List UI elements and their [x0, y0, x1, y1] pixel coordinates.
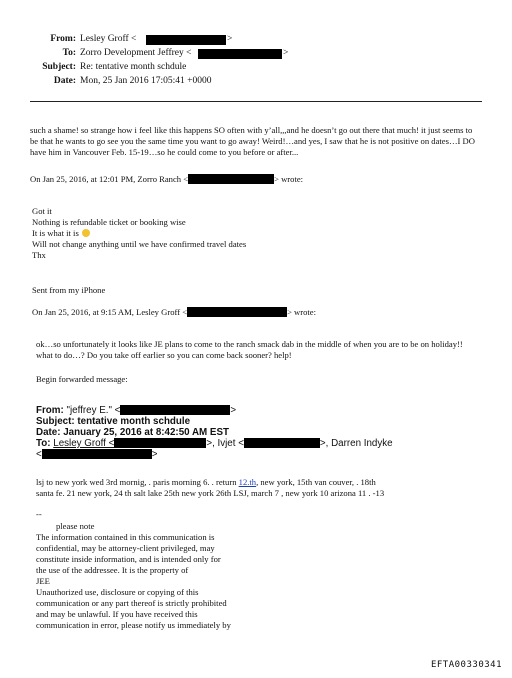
reply-line: [32, 228, 90, 238]
fwd-date-value: January 25, 2016 at 8:42:50 AM EST: [63, 427, 229, 438]
schedule-text: lsj to new york wed 3rd mornig, . paris morning 6. . return: [36, 477, 239, 487]
redaction-box: [114, 438, 206, 448]
reply-line: Nothing is refundable ticket or booking wise: [32, 217, 186, 227]
subject-value: Re: tentative month schdule: [80, 62, 187, 72]
subject-label: Subject:: [42, 62, 76, 72]
fwd-to-open: <: [36, 449, 42, 460]
redaction-box: [188, 174, 274, 184]
slightly-frowning-face-icon: [82, 229, 90, 237]
fwd-to-line: [36, 438, 393, 449]
fwd-from-label: From:: [36, 405, 64, 416]
quote-header-1: [30, 174, 303, 184]
from-label: From:: [50, 34, 76, 44]
fwd-date-label: Date:: [36, 427, 61, 438]
note-line: communication in error, please notify us immediately by: [36, 620, 231, 630]
reply-line: Will not change anything until we have confirmed travel dates: [32, 239, 247, 249]
note-line: constitute inside information, and is intended only for: [36, 554, 221, 564]
redaction-box: [187, 307, 287, 317]
note-line: and may be unlawful. If you have received this: [36, 609, 198, 619]
fwd-from-tail: >: [230, 405, 237, 416]
note-line: the use of the addressee. It is the property of: [36, 565, 189, 575]
forward-intro: Begin forwarded message:: [36, 374, 128, 384]
fwd-to-label: To:: [36, 438, 51, 449]
fwd-to-close: >: [151, 449, 158, 460]
reply-line: Thx: [32, 250, 46, 260]
quote-2-prefix: On Jan 25, 2016, at 9:15 AM, Lesley Groff <: [32, 307, 188, 317]
schedule-line-2: santa fe. 21 new york, 24 th salt lake 25th new york 26th LSJ, march 7 , new york 10 arizona 11 . -13: [36, 488, 385, 498]
reply-text: It is what it is: [32, 228, 79, 238]
message-paragraph: ok…so unfortunately it looks like JE plans to come to the ranch smack dab in the middle of when you are to be on holiday!! what to do…? Do you take off earlier so you can come back sooner? help!: [36, 339, 463, 361]
redaction-box: [42, 449, 152, 459]
note-line: communication or any part thereof is strictly prohibited: [36, 598, 227, 608]
fwd-from-line: [36, 405, 236, 416]
from-tail: >: [227, 34, 233, 44]
date-label: Date:: [53, 76, 76, 86]
to-tail: >: [283, 48, 289, 58]
fwd-to-mid: >, Ivjet <: [206, 438, 244, 449]
sent-from: Sent from my iPhone: [32, 285, 106, 295]
fwd-from-value: "jeffrey E." <: [66, 405, 121, 416]
schedule-line-1: [36, 477, 376, 487]
header-divider: [30, 101, 482, 102]
to-label: To:: [62, 48, 76, 58]
redaction-box: [244, 438, 320, 448]
quote-1-prefix: On Jan 25, 2016, at 12:01 PM, Zorro Ranch <: [30, 174, 189, 184]
note-line: JEE: [36, 576, 50, 586]
reply-line: Got it: [32, 206, 52, 216]
redaction-box: [198, 49, 282, 59]
document-id: EFTA00330341: [430, 660, 502, 670]
from-value: Lesley Groff <: [80, 34, 137, 44]
note-line: confidential, may be attorney-client privileged, may: [36, 543, 215, 553]
quote-2-suffix: > wrote:: [287, 307, 317, 317]
note-title: please note: [56, 521, 95, 531]
message-paragraph: such a shame! so strange how i feel like this happens SO often with y’all,,,and he doesn’t go out there that much! it just seems to be that he wants to go see you the same time you want to go away! Weird!…and yes, I saw that he is not positive on dates…I DO have him in Vancouver Feb. 15-19…so he could come to you before or after...: [30, 125, 475, 158]
note-line: Unauthorized use, disclosure or copying of this: [36, 587, 199, 597]
note-line: The information contained in this communication is: [36, 532, 215, 542]
fwd-subject-value: tentative month schdule: [77, 416, 191, 427]
date-value: Mon, 25 Jan 2016 17:05:41 +0000: [80, 76, 212, 86]
quote-header-2: [32, 307, 316, 317]
fwd-date-line: [36, 427, 229, 438]
fwd-to-value: Lesley Groff <: [53, 438, 115, 449]
fwd-subject-label: Subject:: [36, 416, 75, 427]
to-value: Zorro Development Jeffrey <: [80, 48, 192, 58]
schedule-date-link[interactable]: 12.th: [238, 477, 257, 487]
fwd-to-cont: [36, 449, 157, 460]
redaction-box: [146, 35, 226, 45]
schedule-text: , new york, 15th van couver, . 18th: [256, 477, 376, 487]
quote-1-suffix: > wrote:: [274, 174, 304, 184]
fwd-to-end: >, Darren Indyke: [319, 438, 393, 449]
signature-dashes: --: [36, 509, 42, 519]
redaction-box: [120, 405, 230, 415]
fwd-subject-line: [36, 416, 190, 427]
